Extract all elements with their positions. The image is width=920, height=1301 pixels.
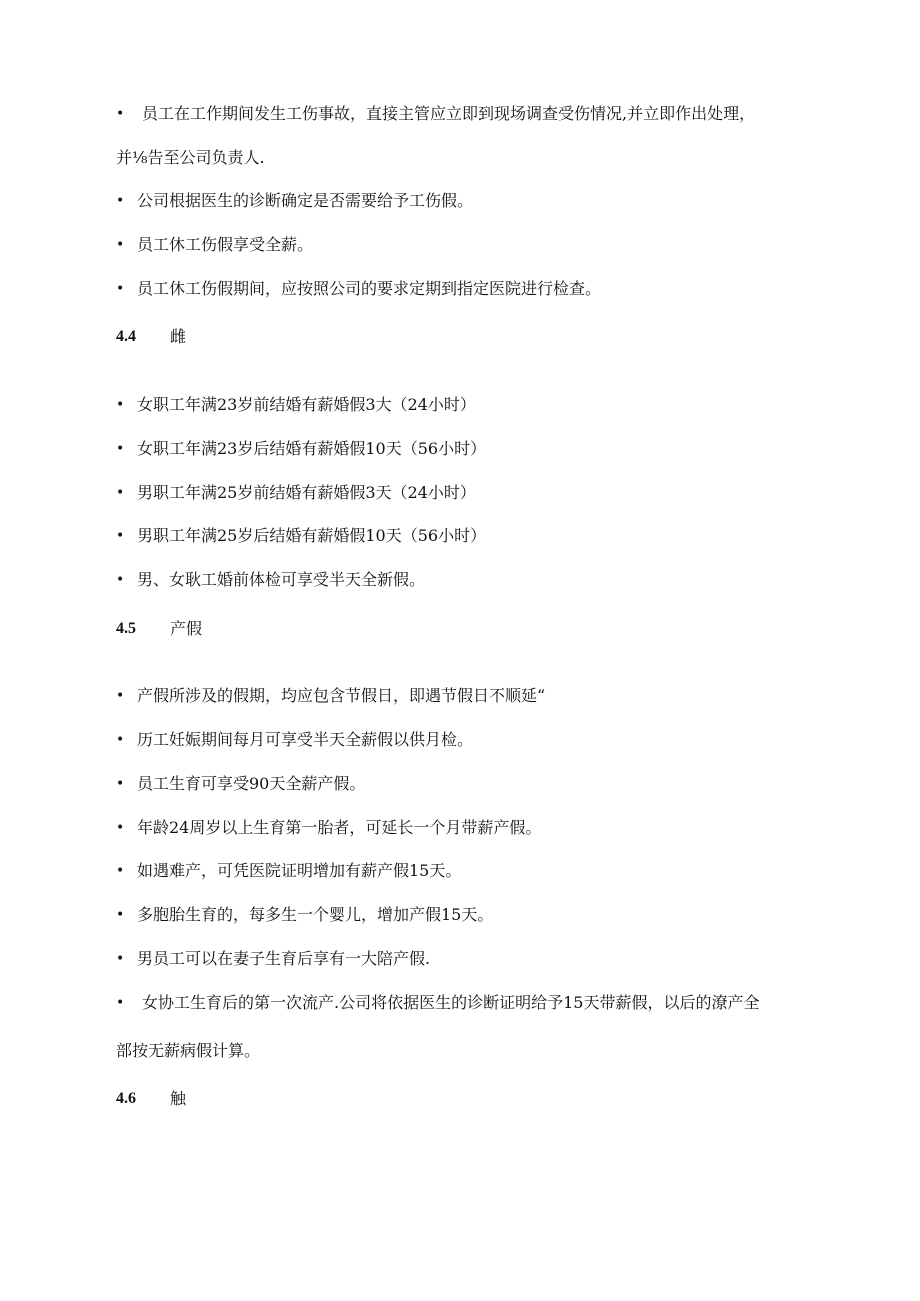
bullet-icon: • (116, 441, 125, 457)
list-item-text: 男职工年满25岁后结婚有薪婚假10天（56小时） (137, 526, 487, 545)
list-item-text: 并⅛告至公司负责人. (116, 148, 265, 167)
list-item-text: 员工休工伤假期间，应按照公司的要求定期到指定医院进行检查。 (137, 279, 602, 298)
bullet-icon: • (116, 820, 125, 836)
bullet-icon: • (116, 995, 125, 1011)
section-title: 雌 (170, 327, 187, 346)
bullet-icon: • (116, 951, 125, 967)
bullet-icon: • (116, 572, 125, 588)
bullet-icon: • (116, 688, 125, 704)
list-item-text: 员工休工伤假享受全薪。 (137, 235, 314, 254)
list-item-text: 多胞胎生育的，每多生一个婴儿，增加产假15天。 (137, 905, 494, 924)
list-item-text: 公司根据医生的诊断确定是否需要给予工伤假。 (137, 191, 474, 210)
bullet-icon: • (116, 397, 125, 413)
list-item-text: 女职工年满23岁前结婚有薪婚假3大（24小时） (137, 395, 476, 414)
bullet-icon: • (116, 485, 125, 501)
list-item-text: 产假所涉及的假期，均应包含节假日，即遇节假日不顺延“ (137, 686, 546, 705)
list-item-text: 女职工年满23岁后结婚有薪婚假10天（56小时） (137, 439, 487, 458)
bullet-icon: • (116, 907, 125, 923)
bullet-icon: • (116, 281, 125, 297)
section-number: 4.6 (116, 1090, 136, 1107)
list-item-text: 男职工年满25岁前结婚有薪婚假3天（24小时） (137, 483, 476, 502)
bullet-icon: • (116, 237, 125, 253)
list-item-text: 如遇难产，可凭医院证明增加有薪产假15天。 (137, 861, 462, 880)
section-number: 4.4 (116, 328, 136, 345)
bullet-icon: • (116, 776, 125, 792)
section-title: 产假 (170, 619, 203, 638)
section-number: 4.5 (116, 620, 136, 637)
bullet-icon: • (116, 863, 125, 879)
list-item-text: 部按无薪病假计算。 (116, 1041, 261, 1060)
bullet-icon: • (116, 106, 125, 122)
list-item-text: 员工生育可享受90天全薪产假。 (137, 774, 366, 793)
section-title: 触 (170, 1089, 187, 1108)
bullet-icon: • (116, 193, 125, 209)
bullet-icon: • (116, 528, 125, 544)
list-item-text: 年龄24周岁以上生育第一胎者，可延长一个月带薪产假。 (137, 818, 542, 837)
list-item-text: 历工妊娠期间每月可享受半天全薪假以供月检。 (137, 730, 474, 749)
list-item-text: 男、女耿工婚前体检可享受半天全新假。 (137, 570, 426, 589)
bullet-icon: • (116, 732, 125, 748)
list-item-text: 员工在工作期间发生工伤事故，直接主管应立即到现场调查受伤情况,并立即作出处理， (142, 104, 756, 123)
list-item-text: 女协工生育后的第一次流产.公司将依据医生的诊断证明给予15天带薪假，以后的潦产全 (142, 993, 760, 1012)
list-item-text: 男员工可以在妻子生育后享有一大陪产假. (137, 949, 431, 968)
